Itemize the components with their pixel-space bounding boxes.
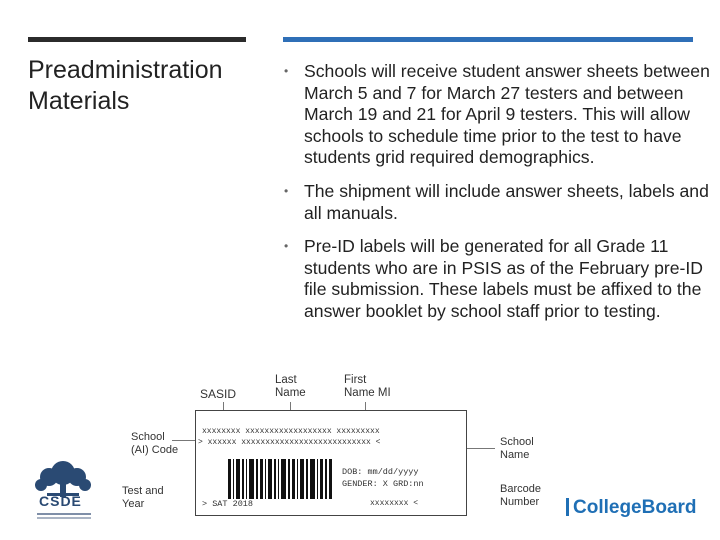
bullet-item	[284, 181, 716, 224]
collegeboard-mark-icon	[566, 498, 569, 516]
barcode-number-label: Barcode Number	[500, 483, 541, 508]
csde-logo	[27, 457, 99, 523]
bullet-dot-icon: •	[284, 239, 289, 254]
preid-label-sample	[195, 410, 467, 516]
sheet-line-2: > xxxxxx xxxxxxxxxxxxxxxxxxxxxxxxxxx <	[198, 438, 381, 447]
collegeboard-wordmark: CollegeBoard	[573, 497, 697, 518]
bullet-dot-icon: •	[284, 64, 289, 78]
bullet-item	[284, 236, 716, 322]
sheet-barcode-number: xxxxxxxx <	[370, 499, 419, 508]
bullet-dot-icon: •	[284, 183, 289, 198]
content-rule	[283, 37, 693, 42]
school-code-label: School (AI) Code	[131, 431, 179, 456]
slide-title: Preadministration Materials	[28, 56, 223, 115]
sheet-dob: DOB: mm/dd/yyyy	[342, 467, 419, 477]
sheet-line-1: xxxxxxxx xxxxxxxxxxxxxxxxxx xxxxxxxxx	[202, 427, 380, 436]
school-name-label: School Name	[500, 436, 534, 461]
bullet-list	[284, 61, 716, 335]
csde-wordmark: CSDE	[39, 493, 82, 509]
bullet-item	[284, 61, 716, 169]
bullet-text: Schools will receive student answer sheets between March 5 and 7 for March 27 testers and between March 19 and 21 for April 9 testers. This will allow schools to schedule time prior to the test to have students grid required demographics.	[304, 61, 710, 168]
test-year-label: Test and Year	[122, 485, 164, 510]
csde-tagline-mark	[37, 513, 91, 515]
sasid-label: SASID	[200, 387, 237, 401]
last-name-label: Last Name	[275, 374, 306, 399]
barcode-image	[228, 459, 332, 499]
sheet-gender: GENDER: X GRD:nn	[342, 479, 424, 489]
bullet-text: Pre-ID labels will be generated for all Grade 11 students who are in PSIS as of the February pre-ID file submission. These labels must be affixed to the answer booklet by school staff prior to testing.	[304, 236, 703, 321]
bullet-text: The shipment will include answer sheets, labels and all manuals.	[304, 180, 709, 223]
csde-tagline-mark	[37, 517, 91, 519]
school-code-leader	[172, 440, 196, 441]
school-name-leader	[465, 448, 495, 449]
title-rule	[28, 37, 246, 42]
first-name-label: First Name MI	[344, 374, 391, 399]
sheet-test-year: > SAT 2018	[202, 499, 254, 509]
collegeboard-logo	[566, 497, 697, 519]
